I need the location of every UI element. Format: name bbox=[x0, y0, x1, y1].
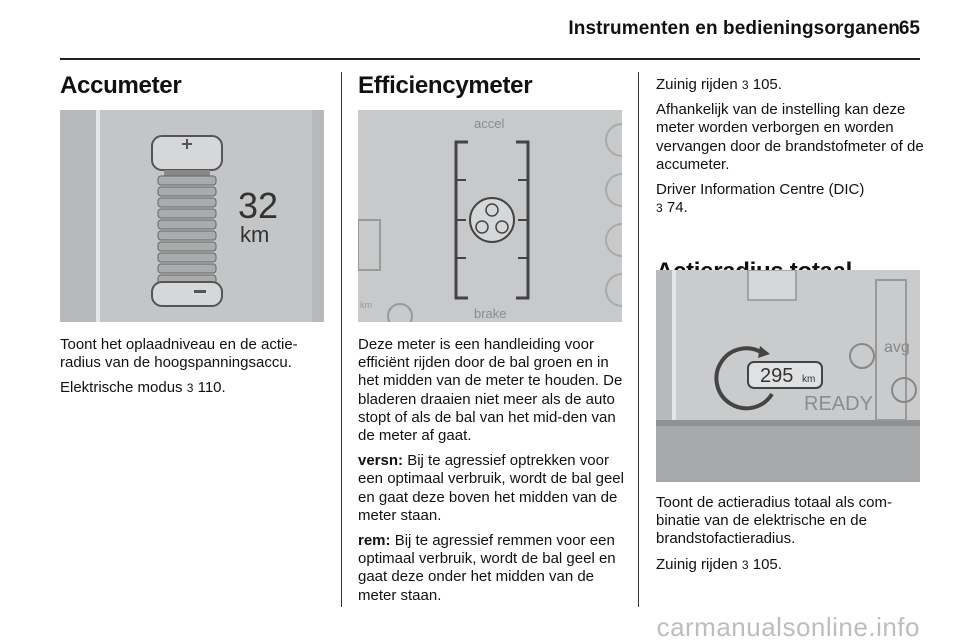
efficiencymeter-text bbox=[358, 336, 626, 612]
column-divider-1 bbox=[341, 72, 342, 607]
avg-label: avg bbox=[884, 339, 910, 356]
eco-driving-reference: Zuinig rijden 3 105. bbox=[656, 76, 782, 93]
accel-term: versn: bbox=[358, 452, 404, 470]
brake-text: Bij te agressief remmen voor een optimaal verbruik, wordt de bal geel en gaat deze onder het midden van de meter staan. bbox=[358, 532, 616, 604]
brake-term: rem: bbox=[358, 532, 391, 550]
accel-label: accel bbox=[474, 116, 505, 131]
accumeter-description: Toont het oplaadniveau en de actie-radius van de hoogspanningsaccu. bbox=[60, 336, 298, 372]
efficiencymeter-heading: Efficiencymeter bbox=[358, 72, 533, 99]
display-setting-note: Afhankelijk van de instelling kan deze meter worden verborgen en worden vervangen door de brandstofmeter of de accumeter. bbox=[656, 101, 924, 173]
accumeter-unit: km bbox=[240, 222, 270, 247]
accel-description bbox=[358, 452, 626, 525]
dic-reference: Driver Information Centre (DIC) 3 74. bbox=[656, 181, 865, 217]
range-value: 295 bbox=[760, 365, 794, 387]
page-ref-icon: 3 bbox=[186, 381, 194, 396]
accumeter-value: 32 bbox=[238, 185, 279, 226]
ready-label: READY bbox=[804, 393, 873, 415]
brake-label: brake bbox=[474, 306, 507, 321]
accumeter-reference bbox=[60, 379, 328, 397]
accel-text: Bij te agressief optrekken voor een optimaal verbruik, wordt de bal geel en gaat deze boven het midden van de meter staan. bbox=[358, 452, 624, 524]
total-range-description: Toont de actieradius totaal als com-binatie van de elektrische en de brandstofactieradius. bbox=[656, 494, 892, 548]
km-mark: km bbox=[360, 300, 372, 310]
column3-top-text bbox=[656, 76, 924, 224]
eco-driving-reference-2: Zuinig rijden 3 105. bbox=[656, 555, 782, 573]
efficiencymeter-description: Deze meter is een handleiding voor efficiënt rijden door de bal groen en in het midden van de meter te houden. De bladeren draaien niet meer als de auto stopt of als de bal van het mid-den van de meter af gaat. bbox=[358, 336, 623, 445]
page-ref-icon: 3 bbox=[741, 557, 749, 572]
accumeter-heading: Accumeter bbox=[60, 72, 182, 99]
accumeter-text bbox=[60, 336, 328, 405]
page-ref-icon: 3 bbox=[741, 78, 749, 92]
watermark: carmanualsonline.info bbox=[656, 612, 920, 642]
page-ref-icon: 3 bbox=[656, 201, 663, 216]
ref-text: Elektrische modus bbox=[60, 379, 183, 397]
total-range-figure bbox=[656, 270, 920, 482]
header-rule bbox=[60, 58, 920, 60]
page-header-title: Instrumenten en bedieningsorganen bbox=[568, 18, 900, 39]
battery-gauge-illustration bbox=[60, 110, 324, 322]
ref-page: 110. bbox=[197, 379, 226, 397]
range-unit: km bbox=[802, 374, 816, 385]
efficiencymeter-figure bbox=[358, 110, 622, 322]
brake-description bbox=[358, 532, 626, 605]
column-divider-2 bbox=[638, 72, 639, 607]
column3-bottom-text bbox=[656, 494, 924, 581]
accumeter-figure bbox=[60, 110, 324, 322]
range-display-illustration bbox=[656, 270, 920, 482]
page-number: 65 bbox=[898, 18, 920, 39]
efficiency-gauge-illustration bbox=[358, 110, 622, 322]
